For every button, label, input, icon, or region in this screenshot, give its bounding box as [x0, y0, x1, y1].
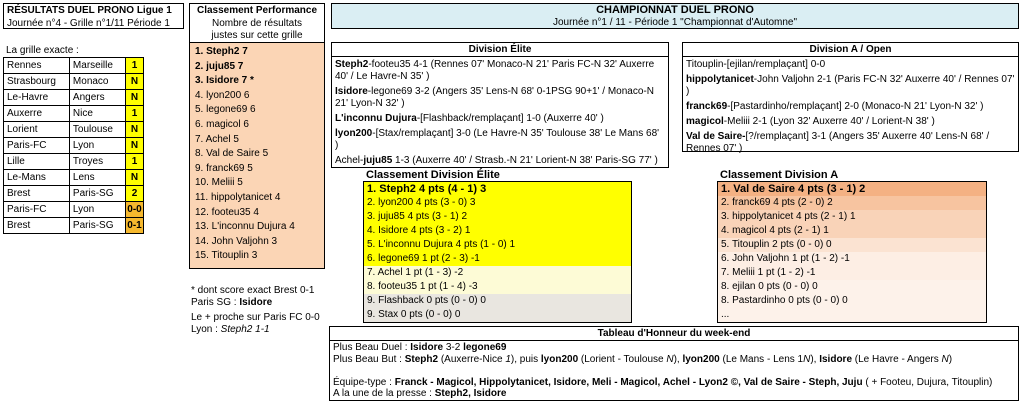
- grid-row: [4, 74, 144, 90]
- elite-duels-panel: [331, 42, 669, 168]
- duel-text: Titouplin-[ejilan/remplaçant] 0-0: [686, 59, 826, 70]
- honor-text: 1: [505, 353, 511, 365]
- away-team: Troyes: [69, 154, 125, 170]
- home-team: Brest: [4, 218, 70, 234]
- note-2-line-2: [191, 324, 320, 336]
- perf-row: 7. Achel 5: [195, 133, 239, 145]
- championship-header: [331, 3, 1019, 29]
- away-team: Paris-SG: [69, 218, 125, 234]
- home-team: Brest: [4, 186, 70, 202]
- away-team: Toulouse: [69, 122, 125, 138]
- standing-row: 5. Titouplin 2 pts (0 - 0) 0: [718, 238, 986, 252]
- duel-text: Val de Saire-: [686, 131, 746, 142]
- duel-line: [335, 113, 665, 125]
- duel-line: [686, 131, 1015, 155]
- home-team: Lorient: [4, 122, 70, 138]
- grid-row: [4, 186, 144, 202]
- duel-line: [335, 128, 665, 152]
- honor-line: [333, 354, 1015, 366]
- duel-text: Steph2: [335, 59, 369, 70]
- honor-text: Équipe-type :: [333, 376, 395, 388]
- perf-row: 14. John Valjohn 3: [195, 235, 278, 247]
- away-team: Lens: [69, 170, 125, 186]
- results-subtitle: Journée n°4 - Grille n°1/11 Période 1: [7, 18, 170, 29]
- duel-line: [335, 59, 665, 83]
- class-elite-title: Classement Division Élite: [366, 169, 500, 181]
- honor-text: ): [948, 353, 953, 365]
- result-cell: 1: [126, 58, 144, 74]
- elite-duels-list: [332, 57, 668, 172]
- note-1-line-1: * dont score exact Brest 0-1: [191, 285, 315, 296]
- class-elite-table: [363, 181, 632, 323]
- result-cell: N: [126, 90, 144, 106]
- away-team: Paris-SG: [69, 186, 125, 202]
- duel-text: -John Valjohn 2-1 (Paris FC-N 32' Auxerre 40' / Rennes 07' ): [686, 74, 1015, 97]
- perf-row: 3. Isidore 7 *: [195, 75, 254, 87]
- standing-row: 8. footeu35 1 pt (1 - 4) -3: [364, 280, 631, 294]
- perf-row: 4. lyon200 6: [195, 89, 250, 101]
- honor-text: N: [803, 353, 811, 365]
- honor-text: (Lorient - Toulouse: [578, 353, 667, 365]
- standing-row: 1. Steph2 4 pts (4 - 1) 3: [364, 182, 631, 196]
- standing-row: 4. magicol 4 pts (2 - 1) 1: [718, 224, 986, 238]
- home-team: Paris-FC: [4, 138, 70, 154]
- duel-text: hippolytanicet: [686, 74, 754, 85]
- honor-text: ( + Footeu, Dujura, Titouplin): [862, 376, 993, 388]
- away-team: Nice: [69, 106, 125, 122]
- standing-row: 3. hippolytanicet 4 pts (2 - 1) 1: [718, 210, 986, 224]
- perf-row: 15. Titouplin 3: [195, 250, 258, 262]
- honor-text: lyon200: [682, 353, 720, 365]
- grid-row: [4, 218, 144, 234]
- away-team: Lyon: [69, 138, 125, 154]
- perf-row: 2. juju85 7: [195, 60, 244, 72]
- standing-row: 2. franck69 4 pts (2 - 0) 2: [718, 196, 986, 210]
- standing-row: 6. John Valjohn 1 pt (1 - 2) -1: [718, 252, 986, 266]
- class-a-table: [717, 181, 987, 323]
- honor-text: Plus Beau But :: [333, 353, 405, 365]
- honor-text: 3-2: [443, 342, 464, 353]
- honor-text: ),: [673, 353, 683, 365]
- duel-text: -[Pastardinho/remplaçant] 2-0 (Monaco-N 21' Lyon-N 32' ): [727, 101, 984, 112]
- note-1-prefix: Paris SG :: [191, 297, 240, 308]
- honor-text: (Auxerre-Nice: [438, 353, 506, 365]
- grid-row: [4, 154, 144, 170]
- duel-text: -Meliii 2-1 (Lyon 32' Auxerre 40' / Lorient-N 38' ): [723, 116, 935, 127]
- standing-row: 7. Meliii 1 pt (1 - 2) -1: [718, 266, 986, 280]
- duel-line: [335, 86, 665, 110]
- perf-title: Classement Performance: [196, 5, 318, 16]
- result-cell: 0-0: [126, 202, 144, 218]
- honor-text: N: [666, 353, 674, 365]
- perf-row: 6. magicol 6: [195, 118, 249, 130]
- duel-text: -footeu35 4-1 (Rennes 07' Monaco-N 21' Paris FC-N 32' Auxerre 40' / Le Havre-N 35' ): [335, 59, 655, 82]
- duel-line: [686, 74, 1015, 98]
- grid-row: [4, 90, 144, 106]
- home-team: Rennes: [4, 58, 70, 74]
- home-team: Le-Havre: [4, 90, 70, 106]
- perf-row: 9. franck69 5: [195, 162, 253, 174]
- honor-text: ), puis: [510, 353, 541, 365]
- home-team: Le-Mans: [4, 170, 70, 186]
- duel-text: Isidore: [335, 86, 368, 97]
- championship-title: CHAMPIONNAT DUEL PRONO: [596, 4, 754, 16]
- home-team: Lille: [4, 154, 70, 170]
- result-cell: N: [126, 74, 144, 90]
- perf-header: [190, 4, 324, 43]
- result-cell: 0-1: [126, 218, 144, 234]
- honor-text: lyon200: [540, 353, 579, 365]
- duel-line: [686, 101, 1015, 113]
- standing-row: 1. Val de Saire 4 pts (3 - 1) 2: [718, 182, 986, 196]
- perf-row: 13. L'inconnu Dujura 4: [195, 221, 295, 233]
- standing-row: 4. Isidore 4 pts (3 - 2) 1: [364, 224, 631, 238]
- perf-panel: [189, 3, 325, 269]
- grid-row: [4, 138, 144, 154]
- away-team: Angers: [69, 90, 125, 106]
- grid-table: [3, 57, 144, 234]
- perf-row: 8. Val de Saire 5: [195, 148, 269, 160]
- class-a-title: Classement Division A: [720, 169, 839, 181]
- grid-row: [4, 106, 144, 122]
- duel-text: L'inconnu Dujura: [335, 113, 417, 124]
- perf-row: 12. footeu35 4: [195, 206, 259, 218]
- result-cell: 2: [126, 186, 144, 202]
- result-cell: N: [126, 170, 144, 186]
- results-title: RÉSULTATS DUEL PRONO Ligue 1: [7, 5, 172, 16]
- honor-title: Tableau d'Honneur du week-end: [330, 327, 1018, 341]
- honor-lines: [330, 341, 1018, 401]
- honor-panel: [329, 326, 1019, 401]
- grid-row: [4, 202, 144, 218]
- standing-row: 2. lyon200 4 pts (3 - 0) 3: [364, 196, 631, 210]
- honor-text: (Le Havre - Angers: [852, 353, 942, 365]
- duel-text: franck69: [686, 101, 728, 112]
- away-team: Lyon: [69, 202, 125, 218]
- honor-line: [333, 377, 1015, 389]
- honor-text: Franck - Magicol, Hippolytanicet, Isidore, Meli - Magicol, Achel - Lyon2 ©, Val de Saire - Steph, Juju: [394, 376, 863, 388]
- result-cell: N: [126, 122, 144, 138]
- note-1-name: Isidore: [239, 297, 273, 308]
- honor-text: Plus Beau Duel :: [333, 342, 411, 353]
- duel-text: [?/remplaçant] 3-1 (Angers 35' Auxerre 40' Lens-N 68' / Rennes 07' ): [686, 131, 990, 154]
- duel-text: lyon200: [335, 128, 373, 139]
- results-header: [3, 3, 184, 29]
- perf-row: 11. hippolytanicet 4: [195, 191, 281, 203]
- standing-row: 9. Flashback 0 pts (0 - 0) 0: [364, 294, 631, 308]
- standing-row: 8. ejilan 0 pts (0 - 0) 0: [718, 280, 986, 294]
- note-2-prefix: Lyon :: [191, 324, 221, 335]
- honor-text: A la une de la presse :: [333, 388, 435, 399]
- grid-row: [4, 170, 144, 186]
- duel-text: -[Flashback/remplaçant] 1-0 (Auxerre 40' ): [416, 113, 604, 124]
- diva-duels-panel: [682, 42, 1019, 152]
- grid-row: [4, 122, 144, 138]
- perf-note-1: [191, 285, 314, 309]
- home-team: Auxerre: [4, 106, 70, 122]
- elite-duels-title: Division Élite: [332, 43, 668, 57]
- honor-text: Isidore: [819, 353, 853, 365]
- result-cell: N: [126, 138, 144, 154]
- standing-row: ...: [718, 308, 986, 322]
- grid-label: La grille exacte :: [6, 45, 79, 56]
- duel-text: -legone69 3-2 (Angers 35' Lens-N 68' 0-1PSG 90+1' / Monaco-N 21' Lyon-N 32' ): [335, 86, 654, 109]
- standing-row: 9. Stax 0 pts (0 - 0) 0: [364, 308, 631, 322]
- duel-line: [335, 155, 665, 167]
- perf-row: 1. Steph2 7: [195, 46, 248, 57]
- standing-row: 3. juju85 4 pts (3 - 1) 2: [364, 210, 631, 224]
- honor-text: Steph2, Isidore: [434, 388, 507, 399]
- note-2-name: Steph2 1-1: [220, 324, 270, 335]
- duel-text: magicol: [686, 116, 724, 127]
- honor-text: legone69: [463, 342, 507, 353]
- standing-row: 5. L'inconnu Dujura 4 pts (1 - 0) 1: [364, 238, 631, 252]
- diva-duels-title: Division A / Open: [683, 43, 1018, 57]
- duel-text: Achel-: [335, 155, 364, 166]
- perf-row: 5. legone69 6: [195, 104, 256, 116]
- honor-text: N: [941, 353, 949, 365]
- diva-duels-list: [683, 57, 1018, 160]
- perf-list: [190, 43, 324, 264]
- result-cell: 1: [126, 106, 144, 122]
- standing-row: 6. legone69 1 pt (2 - 3) -1: [364, 252, 631, 266]
- perf-subtitle: Nombre de résultats justes sur cette grille: [211, 18, 303, 41]
- grid-row: [4, 58, 144, 74]
- duel-text: juju85: [363, 155, 393, 166]
- duel-line: [686, 59, 1015, 71]
- home-team: Paris-FC: [4, 202, 70, 218]
- honor-line: [333, 388, 1015, 400]
- duel-line: [686, 116, 1015, 128]
- championship-subtitle: Journée n°1 / 11 - Période 1 "Championnat d'Automne": [552, 17, 798, 29]
- note-1-line-2: [191, 297, 314, 309]
- honor-text: Isidore: [410, 342, 444, 353]
- honor-text: (Le Mans - Lens 1: [719, 353, 804, 365]
- honor-text: Steph2: [404, 353, 439, 365]
- duel-text: 1-3 (Auxerre 40' / Strasb.-N 21' Lorient-N 38' Paris-SG 77' ): [392, 155, 658, 166]
- home-team: Strasbourg: [4, 74, 70, 90]
- perf-note-2: [191, 312, 320, 336]
- away-team: Marseille: [69, 58, 125, 74]
- standing-row: 8. Pastardinho 0 pts (0 - 0) 0: [718, 294, 986, 308]
- result-cell: 1: [126, 154, 144, 170]
- perf-row: 10. Meliii 5: [195, 177, 243, 189]
- honor-line: [333, 342, 1015, 354]
- standing-row: 7. Achel 1 pt (1 - 3) -2: [364, 266, 631, 280]
- away-team: Monaco: [69, 74, 125, 90]
- note-2-line-1: Le + proche sur Paris FC 0-0: [191, 312, 320, 323]
- honor-line: [333, 365, 1015, 377]
- honor-text: ),: [810, 353, 820, 365]
- duel-text: -[Stax/remplaçant] 3-0 (Le Havre-N 35' Toulouse 38' Le Mans 68' ): [335, 128, 660, 151]
